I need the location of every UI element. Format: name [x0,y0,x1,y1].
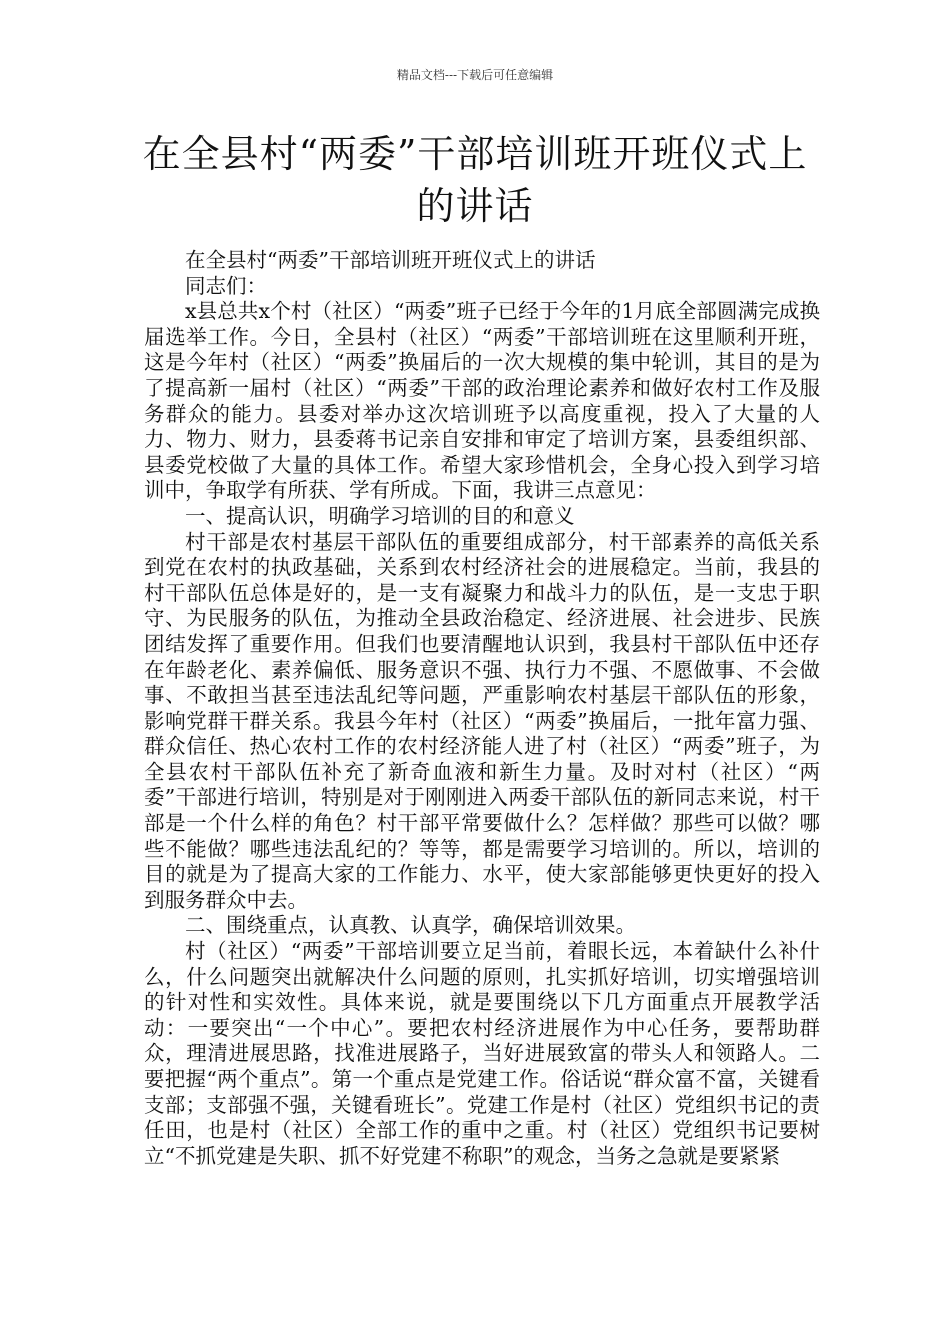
salutation: 同志们： [185,273,267,298]
title-line-2: 的讲话 [416,184,534,228]
body-paragraph: 村（社区）“两委”干部培训要立足当前，着眼长远，本着缺什么补什么，什么问题突出就解决什么问题的原则，扎实抓好培训，切实增强培训的针对性和实效性。具体来说，就是要围绕以下几方面重点开展教学活动：一要突出“一个中心”。要把农村经济进展作为中心任务，要帮助群众，理清进展思路，找准进展路子，当好进展致富的带头人和领路人。二要把握“两个重点”。第一个重点是党建工作。俗话说“群众富不富，关键看支部；支部强不强，关键看班长”。党建工作是村（社区）党组织书记的责任田，也是村（社区）全部工作的重中之重。村（社区）党组织书记要树立“不抓党建是失职、抓不好党建不称职”的观念，当务之急就是要紧紧 [144,939,820,1168]
section-heading: 一、提高认识，明确学习培训的目的和意义 [185,503,575,528]
body-paragraph: x县总共x个村（社区）“两委”班子已经于今年的1月底全部圆满完成换届选举工作。今日，全县村（社区）“两委”干部培训班在这里顺利开班，这是今年村（社区）“两委”换届后的一次大规模的集中轮训，其目的是为了提高新一届村（社区）“两委”干部的政治理论素养和做好农村工作及服务群众的能力。县委对举办这次培训班予以高度重视，投入了大量的人力、物力、财力，县委蒋书记亲自安排和审定了培训方案，县委组织部、县委党校做了大量的具体工作。希望大家珍惜机会，全身心投入到学习培训中，争取学有所获、学有所成。下面，我讲三点意见： [144,299,820,503]
body-paragraph: 村干部是农村基层干部队伍的重要组成部分，村干部素养的高低关系到党在农村的执政基础，关系到农村经济社会的进展稳定。当前，我县的村干部队伍总体是好的，是一支有凝聚力和战斗力的队伍，是一支忠于职守、为民服务的队伍，为推动全县政治稳定、经济进展、社会进步、民族团结发挥了重要作用。但我们也要清醒地认识到，我县村干部队伍中还存在年龄老化、素养偏低、服务意识不强、执行力不强、不愿做事、不会做事、不敢担当甚至违法乱纪等问题，严重影响农村基层干部队伍的形象，影响党群干群关系。我县今年村（社区）“两委”换届后，一批年富力强、群众信任、热心农村工作的农村经济能人进了村（社区）“两委”班子，为全县农村干部队伍补充了新奇血液和新生力量。及时对村（社区）“两委”干部进行培训，特别是对于刚刚进入两委干部队伍的新同志来说，村干部是一个什么样的角色？村干部平常要做什么？怎样做？那些可以做？哪些不能做？哪些违法乱纪的？等等，都是需要学习培训的。所以，培训的目的就是为了提高大家的工作能力、水平，使大家部能够更快更好的投入到服务群众中去。 [144,529,820,912]
title-line-1: 在全县村“两委”干部培训班开班仪式上 [142,132,808,176]
subtitle-paragraph: 在全县村“两委”干部培训班开班仪式上的讲话 [185,248,596,272]
section-heading: 二、围绕重点，认真教、认真学，确保培训效果。 [185,913,636,938]
page-header: 精品文档---下载后可任意编辑 [396,68,554,82]
document-body [144,248,820,1169]
document-title [140,128,810,232]
